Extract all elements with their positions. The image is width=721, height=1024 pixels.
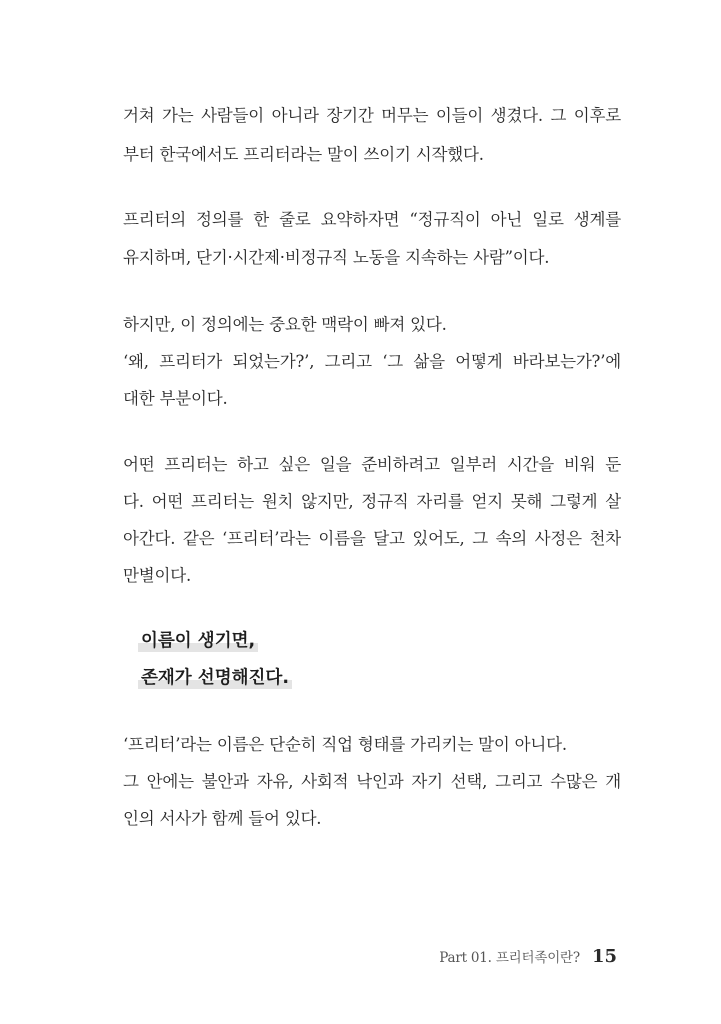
paragraph-1-line-1: 거쳐 가는 사람들이 아니라 장기간 머무는 이들이 생겼다. 그 이후로: [123, 106, 621, 125]
paragraph-3-line-1: 하지만, 이 정의에는 중요한 맥락이 빠져 있다.: [123, 315, 447, 334]
highlight-line-2: 존재가 선명해진다.: [138, 666, 292, 690]
paragraph-5-line-3: 인의 서사가 함께 들어 있다.: [123, 809, 322, 828]
paragraph-2-line-1: 프리터의 정의를 한 줄로 요약하자면 “정규직이 아닌 일로 생계를: [123, 210, 621, 229]
page-footer: [439, 946, 617, 967]
paragraph-1-line-2: 부터 한국에서도 프리터라는 말이 쓰이기 시작했다.: [123, 145, 484, 164]
paragraph-3-line-2: ‘왜, 프리터가 되었는가?’, 그리고 ‘그 삶을 어떻게 바라보는가?’에: [123, 352, 621, 371]
chapter-label: Part 01. 프리터족이란?: [439, 950, 580, 966]
paragraph-4-line-2: 다. 어떤 프리터는 원치 않지만, 정규직 자리를 얻지 못해 그렇게 살: [123, 492, 621, 511]
paragraph-4-line-4: 만별이다.: [123, 566, 192, 585]
paragraph-4-line-3: 아간다. 같은 ‘프리터’라는 이름을 달고 있어도, 그 속의 사정은 천차: [123, 529, 621, 548]
paragraph-5-line-1: ‘프리터’라는 이름은 단순히 직업 형태를 가리키는 말이 아니다.: [123, 735, 567, 754]
paragraph-2-line-2: 유지하며, 단기·시간제·비정규직 노동을 지속하는 사람”이다.: [123, 248, 550, 267]
paragraph-4-line-1: 어떤 프리터는 하고 싶은 일을 준비하려고 일부러 시간을 비워 둔: [123, 455, 621, 474]
paragraph-3-line-3: 대한 부분이다.: [123, 389, 228, 408]
highlight-line-1: 이름이 생기면,: [138, 629, 258, 653]
page-number: 15: [591, 946, 617, 967]
paragraph-5-line-2: 그 안에는 불안과 자유, 사회적 낙인과 자기 선택, 그리고 수많은 개: [123, 772, 621, 791]
